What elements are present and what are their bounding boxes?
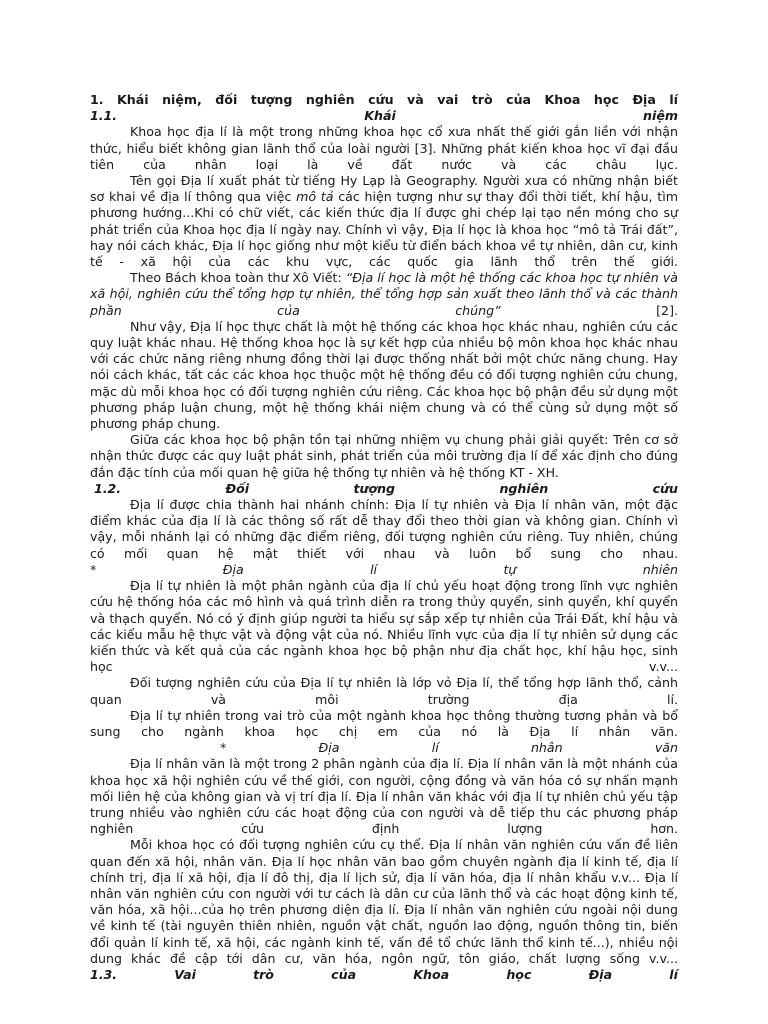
paragraph-8: Đối tượng nghiên cứu của Địa lí tự nhiên là lớp vỏ Địa lí, thể tổng hợp lãnh thổ, cảnh quan và môi trường địa lí.: [90, 675, 678, 707]
document-title: 1. Khái niệm, đối tượng nghiên cứu và vai trò của Khoa học Địa lí: [90, 92, 678, 107]
paragraph-11: Mỗi khoa học có đối tượng nghiên cứu cụ thể. Địa lí nhân văn nghiên cứu vấn đề liên quan đến xã hội, nhân văn. Địa lí học nhân văn bao gồm chuyên ngành địa lí kinh tế, địa lí chính trị, địa lí xã hội, địa lí đô thị, địa lí lịch sử, địa lí văn hóa, địa lí nhân khẩu v.v... Địa lí nhân văn nghiên cứu con người với tư cách là dân cư của lãnh thổ và các hoạt động kinh tế, văn hóa, xã hội...của họ trên phương diện địa lí. Địa lí nhân văn nghiên cứu ngoài nội dung về kinh tế (tài nguyên thiên nhiên, nguồn vật chất, nguồn lao động, nguồn thông tin, biến đổi quản lí kinh tế, xã hội, các ngành kinh tế, vấn đề tổ chức lãnh thổ kinh tế...), nhiều nội dung khác đề cập tới dân cư, văn hóa, ngôn ngữ, tôn giáo, chất lượng sống v.v...: [90, 837, 678, 966]
section-heading-1-2: 1.2. Đối tượng nghiên cứu: [94, 480, 678, 496]
paragraph-1: Khoa học địa lí là một trong những khoa học cổ xưa nhất thế giới gắn liền với nhận thức, hiểu biết không gian lãnh thổ của loài người [3]. Những phát kiến khoa học vĩ đại đầu tiên của nhân loại là về đất nước và các châu lục.: [90, 124, 678, 172]
paragraph-7: Địa lí tự nhiên là một phân ngành của địa lí chủ yếu hoạt động trong lĩnh vực nghiên cứu hệ thống hóa các mô hình và quá trình diễn ra trong thủy quyển, sinh quyển, khí quyển và thạch quyển. Nó có ý định giúp người ta hiểu sự sắp xếp tự nhiên của Trái Đất, khí hậu và các kiểu mẫu hệ thực vật và động vật của nó. Nhiều lĩnh vực của địa lí tự nhiên sử dụng các kiến thức và kết quả của các ngành khoa học bộ phận như địa chất học, khí hậu học, sinh học v.v...: [90, 578, 678, 675]
paragraph-5: Giữa các khoa học bộ phận tồn tại những nhiệm vụ chung phải giải quyết: Trên cơ sở nhận thức được các quy luật phát sinh, phát triển của môi trường địa lí để xác định cho đúng đắn đặc tính của mối quan hệ giữa hệ thống tự nhiên và hệ thống KT - XH.: [90, 432, 678, 480]
subheading-natural-geography: * Địa lí tự nhiên: [90, 561, 678, 577]
paragraph-4: Như vậy, Địa lí học thực chất là một hệ thống các khoa học khác nhau, nghiên cứu các quy luật khác nhau. Hệ thống khoa học là sự kết hợp của nhiều bộ môn khoa học khác nhau với các chức năng riêng nhưng đồng thời lại được thống nhất bởi một chức năng chung. Hay nói cách khác, tất các các khoa học thuộc một hệ thống đều có đối tượng nghiên cứu chung, mặc dù mỗi khoa học có đối tượng nghiên cứu riêng. Các khoa học bộ phận đều sử dụng một phương pháp luận chung, một hệ thống khái niệm chung và có thể cùng sử dụng một số phương pháp chung.: [90, 318, 678, 432]
paragraph-3: Theo Bách khoa toàn thư Xô Viết: “Địa lí học là một hệ thống các khoa học tự nhiên và xã hội, nghiên cứu thể tổng hợp tự nhiên, thể tổng hợp sản xuất theo lãnh thổ và các thành phần của chúng” [2].: [90, 270, 679, 318]
paragraph-9: Địa lí tự nhiên trong vai trò của một ngành khoa học thông thường tương phản và bổ sung cho ngành khoa học chị em của nó là Địa lí nhân văn.: [90, 707, 678, 739]
paragraph-6: Địa lí được chia thành hai nhánh chính: Địa lí tự nhiên và Địa lí nhân văn, một đặc điểm khác của địa lí là các thông số rất dễ thay đổi theo thời gian và không gian. Chính vì vậy, mỗi nhánh lại có những đặc điểm riêng, đối tượng nghiên cứu riêng. Tuy nhiên, chúng có mối quan hệ mật thiết với nhau và luôn bổ sung cho nhau.: [90, 497, 678, 561]
subheading-human-geography: * Địa lí nhân văn: [220, 740, 678, 756]
section-heading-1-3: 1.3. Vai trò của Khoa học Địa lí: [90, 966, 678, 982]
document-page: [90, 92, 678, 983]
paragraph-2: Tên gọi Địa lí xuất phát từ tiếng Hy Lạp là Geography. Người xưa có những nhận biết sơ khai về địa lí thông qua việc mô tả các hiện tượng như sự thay đổi thời tiết, khí hậu, tìm phương hướng...Khi có chữ viết, các kiến thức địa lí được ghi chép lại tạo nền móng cho sự phát triển của Khoa học địa lí ngày nay. Chính vì vậy, Địa lí học là khoa học “mô tả Trái đất”, hay nói cách khác, Địa lí học giống như một kiểu từ điển bách khoa về tự nhiên, dân cư, kinh tế - xã hội của các khu vực, các quốc gia lãnh thổ trên thế giới.: [90, 173, 679, 270]
paragraph-10: Địa lí nhân văn là một trong 2 phân ngành của địa lí. Địa lí nhân văn là một nhánh của khoa học xã hội nghiên cứu về thế giới, con người, cộng đồng và văn hóa có sự nhấn mạnh mối liên hệ của không gian và vị trí địa lí. Địa lí nhân văn khác với địa lí tự nhiên chủ yếu tập trung nhiều vào nghiên cứu các hoạt động của con người và dễ tiếp thu các phương pháp nghiên cứu định lượng hơn.: [90, 756, 678, 837]
section-heading-1-1: 1.1. Khái niệm: [90, 108, 678, 124]
